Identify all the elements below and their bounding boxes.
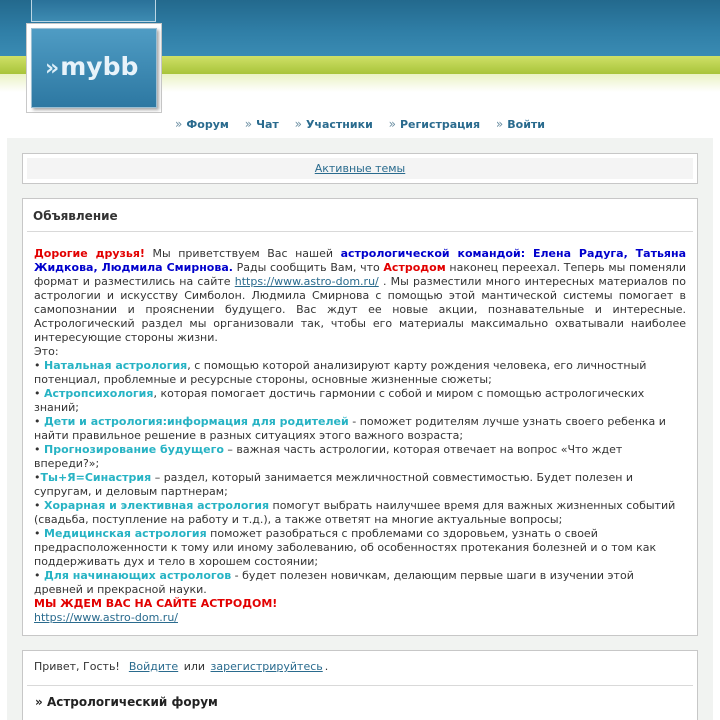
item-name: Медицинская астрология	[44, 527, 207, 540]
nav-arrow-icon: »	[244, 117, 253, 131]
item-text: помогут выбрать наилучшее время для важных жизненных событий (свадьба, поступление на работу и т.д.), а также ответят на многие актуальные вопросы;	[34, 499, 676, 526]
astrodom-text: Астродом	[383, 261, 446, 274]
logo-text[interactable]	[45, 52, 138, 81]
text: Мы приветствуем Вас нашей	[144, 247, 341, 260]
item-name: Прогнозирование будущего	[44, 443, 224, 456]
call-to-action: МЫ ЖДЕМ ВАС НА САЙТЕ АСТРОДОМ!	[34, 597, 278, 610]
item-text: – раздел, который занимается межличностной совместимостью. Будет полезен и супругам, и деловым партнерам;	[34, 471, 634, 498]
nav-label: Войти	[507, 118, 545, 131]
item-text: – важная часть астрологии, которая отвечает на вопрос «Что ждет впереди?»;	[34, 443, 623, 470]
list-item	[34, 415, 686, 443]
text: . Мы разместили много интересных материалов по астрологии и искусству Симболон. Людмила Смирнова с помощью этой мантической системы помогает в самопознании и прояснении будущего. Вас ждут ее новые акции, познавательные и интересные. Астрологический раздел мы организовали так, чтобы его материалы максимально охватывали наиболее интересующие стороны жизни.	[34, 275, 686, 344]
text: наконец переехал. Теперь мы поменяли формат и разместились на сайте	[34, 261, 686, 288]
bullet-icon: •	[34, 415, 41, 428]
login-link[interactable]: Войдите	[128, 660, 179, 673]
site-link[interactable]: https://www.astro-dom.ru/	[234, 275, 379, 288]
active-topics-link[interactable]: Активные темы	[314, 162, 406, 175]
logo-chevron-icon: »	[45, 56, 60, 81]
nav-arrow-icon: »	[175, 117, 183, 131]
list-item	[34, 527, 686, 569]
item-name: Хорарная и элективная астрология	[44, 499, 270, 512]
bullet-icon: •	[34, 387, 41, 400]
nav-forum[interactable]	[175, 117, 229, 131]
or-text: или	[183, 660, 206, 673]
nav-label: Участники	[305, 118, 373, 131]
team-text: астрологической командой: Елена Радуга, Татьяна Жидкова, Людмила Смирнова.	[34, 247, 687, 274]
item-text: , которая помогает достичь гармонии с собой и миром с помощью астрологических знаний;	[34, 387, 645, 414]
nav-label: Регистрация	[399, 118, 481, 131]
list-item	[34, 359, 686, 387]
list-item	[34, 499, 686, 527]
welcome-line	[34, 660, 328, 673]
divider	[27, 231, 693, 232]
bullet-icon: •	[34, 569, 41, 582]
item-text: поможет разобраться с проблемами со здоровьем, узнать о своей предрасположенности к тому или иному заболеванию, об особенностях протекания болезней и о том как поддерживать дух и тело в хорошем состоянии;	[34, 527, 657, 568]
list-item	[34, 569, 686, 597]
nav-arrow-icon: »	[495, 117, 504, 131]
section-title-text: Астрологический форум	[46, 695, 218, 709]
active-topics-inner	[27, 158, 693, 179]
welcome-text: Привет, Гость!	[34, 660, 120, 673]
item-text: - поможет родителям лучше узнать своего ребенка и найти правильное решение в разных ситуациях этого важного возраста;	[34, 415, 666, 442]
item-text: - будет полезен новичкам, делающим первые шаги в изучении этой древней и прекрасной науки.	[34, 569, 634, 596]
bullet-icon: •	[34, 443, 41, 456]
item-name: Натальная астрология	[44, 359, 188, 372]
item-name: Астропсихология	[44, 387, 154, 400]
nav-chat[interactable]	[245, 117, 279, 131]
active-topics-box	[22, 153, 698, 184]
nav-label: Форум	[186, 118, 229, 131]
header-tab	[31, 0, 156, 22]
greeting-text: Дорогие друзья!	[34, 247, 145, 260]
bullet-icon: •	[34, 527, 41, 540]
nav-members[interactable]	[295, 117, 373, 131]
nav-label: Чат	[256, 118, 279, 131]
bullet-icon: •	[34, 471, 41, 484]
item-name: Дети и астрология:информация для родителей	[44, 415, 349, 428]
nav-arrow-icon: »	[294, 117, 302, 131]
nav-login[interactable]	[496, 117, 545, 131]
list-item	[34, 443, 686, 471]
list-item	[34, 387, 686, 415]
bullet-icon: •	[34, 359, 41, 372]
intro-paragraph	[34, 247, 686, 345]
divider	[27, 685, 693, 686]
welcome-box	[22, 650, 698, 720]
main-nav	[0, 117, 720, 135]
nav-register[interactable]	[389, 117, 480, 131]
text: Рады сообщить Вам, что	[232, 261, 384, 274]
section-arrow-icon: »	[35, 695, 43, 709]
list-item	[34, 471, 686, 499]
register-link[interactable]: зарегистрируйтесь	[210, 660, 323, 673]
nav-arrow-icon: »	[388, 117, 396, 131]
footer-site-link[interactable]: https://www.astro-dom.ru/	[34, 611, 178, 624]
dot-text: .	[324, 660, 329, 673]
bullet-icon: •	[34, 499, 41, 512]
item-name: Ты+Я=Синастрия	[40, 471, 152, 484]
item-text: , с помощью которой анализируют карту рождения человека, его личностный потенциал, проблемные и ресурсные стороны, основные жизненные сюжеты;	[34, 359, 647, 386]
forum-section-title[interactable]	[35, 695, 218, 709]
announcement-box	[22, 198, 698, 636]
item-name: Для начинающих астрологов	[44, 569, 232, 582]
list-intro: Это:	[34, 345, 59, 358]
logo-word: mybb	[60, 52, 139, 81]
announcement-title: Объявление	[33, 209, 118, 223]
announcement-body	[34, 247, 686, 625]
